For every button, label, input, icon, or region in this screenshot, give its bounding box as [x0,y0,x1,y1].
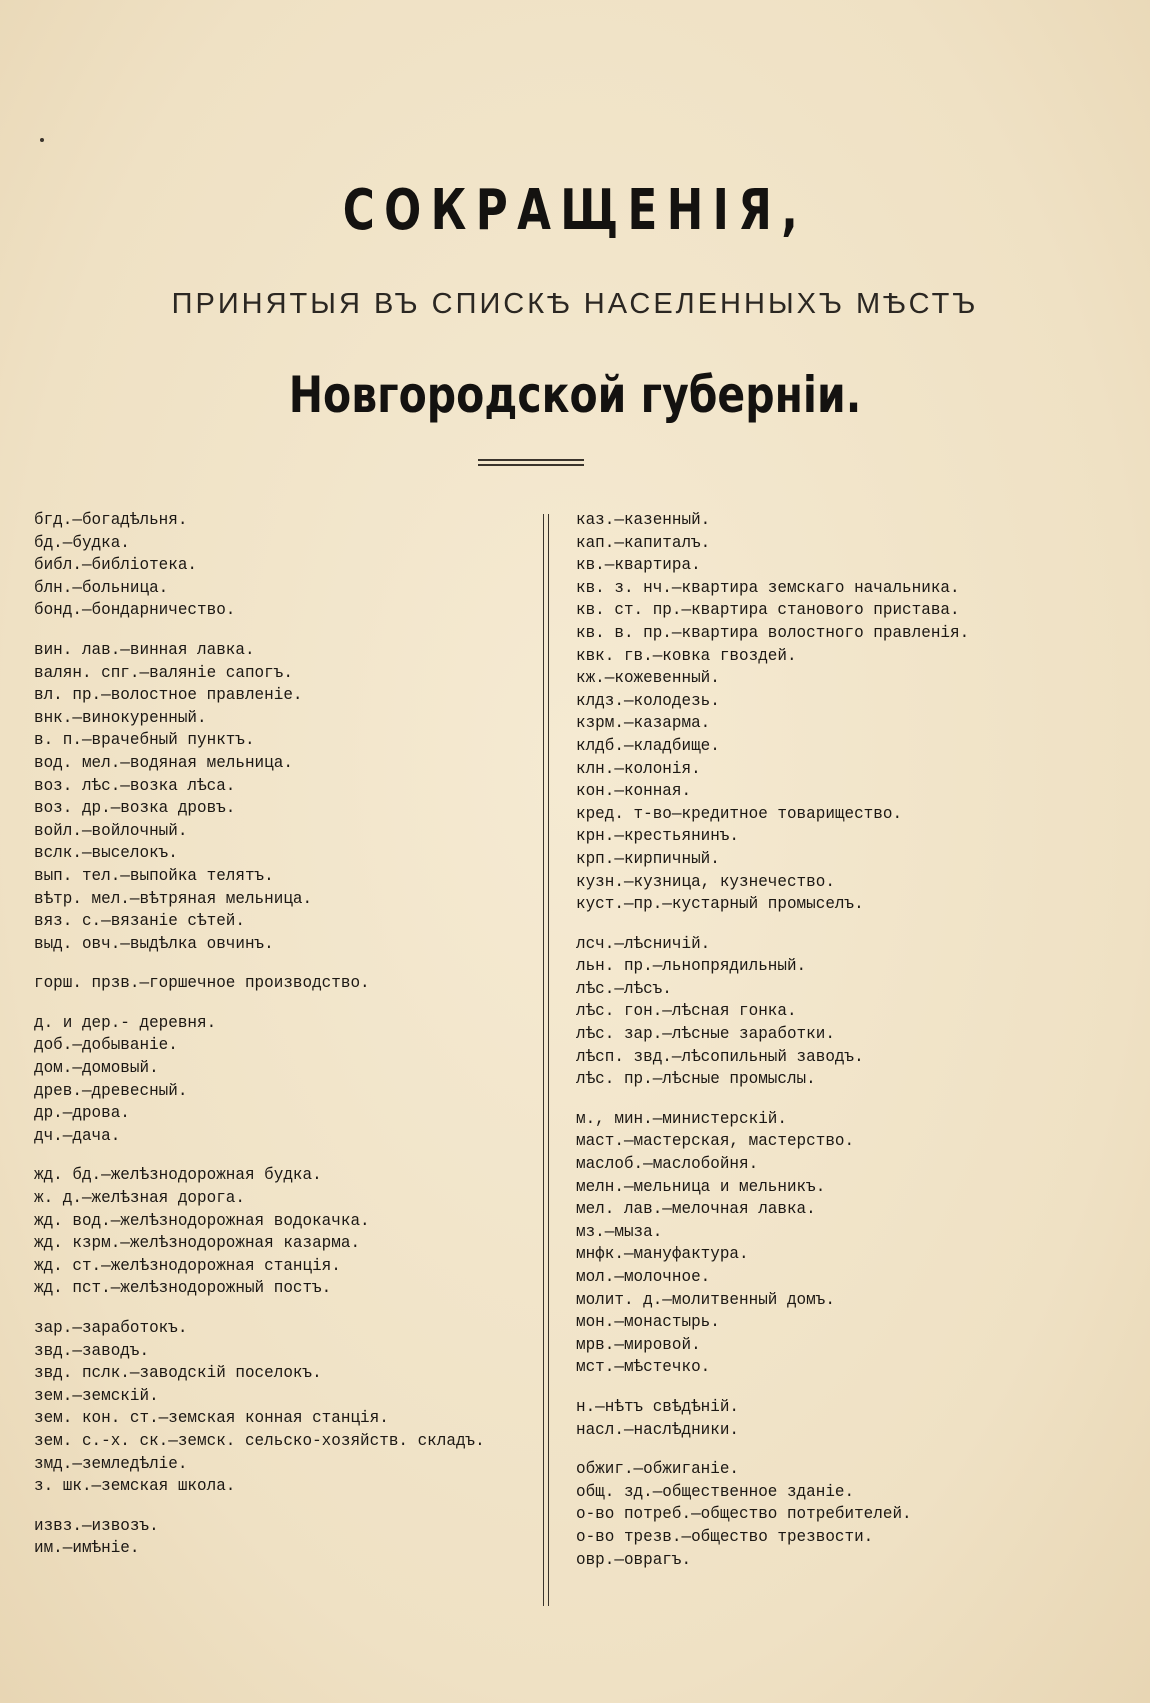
abbreviation-entry: ж. д.—желѣзная дорога. [34,1189,245,1209]
abbreviation-entry: м., мин.—министерскій. [576,1109,787,1129]
abbreviation-entry: кв. з. нч.—квартира земскаго начальника. [576,578,960,598]
abbreviation-entry: о-во потреб.—общество потребителей. [576,1505,912,1525]
abbreviation-group [34,1013,504,1149]
abbreviation-entry: вод. мел.—водяная мельница. [34,753,293,773]
abbreviation-entry: мз.—мыза. [576,1222,663,1242]
abbreviation-entry: зем. кон. ст.—земская конная станція. [34,1409,389,1429]
abbreviation-entry: кон.—конная. [576,782,692,802]
abbreviation-entry: маслоб.—маслобойня. [576,1155,759,1175]
abbreviation-entry: льн. пр.—льнопрядильный. [576,957,807,977]
abbreviation-entry: бд.—будка. [34,533,130,553]
abbreviation-entry: древ.—древесный. [34,1081,188,1101]
abbreviation-group [576,934,1102,1092]
abbreviation-entry: зем.—земскій. [34,1386,159,1406]
abbreviation-entry: насл.—наслѣдники. [576,1420,740,1440]
abbreviation-entry: вин. лав.—винная лавка. [34,640,255,660]
abbreviation-entry: бгд.—богадѣльня. [34,511,188,530]
abbreviation-entry: горш. прзв.—горшечное производство. [34,974,370,994]
abbreviation-entry: кв.—квартира. [576,556,701,576]
abbreviation-entry: кв. ст. пр.—квартира становоrо пристава. [576,601,960,621]
region-heading: Новгородской губерніи. [288,366,862,424]
abbreviation-entry: молит. д.—молитвенный домъ. [576,1290,835,1310]
abbreviation-entry: жд. пст.—желѣзнодорожный постъ. [34,1279,332,1299]
abbreviation-entry: лѣсп. звд.—лѣсопильный заводъ. [576,1047,864,1067]
left-column [34,510,504,1578]
abbreviation-group [576,1109,1102,1380]
abbreviation-entry: зем. с.-х. ск.—земск. сельско-хозяйств. складъ. [34,1431,485,1451]
abbreviation-entry: общ. зд.—общественное зданіе. [576,1482,855,1502]
abbreviation-entry: кж.—кожевенный. [576,669,720,689]
abbreviation-entry: мелн.—мельница и мельникъ. [576,1177,826,1197]
abbreviation-entry: др.—дрова. [34,1104,130,1124]
abbreviation-entry: овр.—оврагъ. [576,1550,692,1570]
abbreviation-entry: звд.—заводъ. [34,1341,150,1361]
abbreviation-entry: блн.—больница. [34,578,169,598]
abbreviation-group [34,510,504,623]
abbreviation-entry: кузн.—кузница, кузнечество. [576,872,835,892]
double-rule-divider [478,459,584,466]
abbreviation-entry: каз.—казенный. [576,511,711,530]
abbreviation-entry: дч.—дача. [34,1126,121,1146]
abbreviation-entry: крн.—крестьянинъ. [576,827,740,847]
abbreviation-entry: жд. бд.—желѣзнодорожная будка. [34,1166,322,1186]
abbreviation-group [34,1516,504,1561]
abbreviation-entry: войл.—войлочный. [34,821,188,841]
abbreviation-entry: лѣс. пр.—лѣсные промыслы. [576,1070,816,1090]
abbreviation-entry: лѣс.—лѣсъ. [576,979,672,999]
column-divider [543,514,549,1606]
abbreviation-entry: мон.—монастырь. [576,1313,720,1333]
abbreviation-entry: мнфк.—мануфактура. [576,1245,749,1265]
abbreviation-entry: кред. т-во—кредитное товарищество. [576,804,903,824]
abbreviation-entry: воз. др.—возка дровъ. [34,799,236,819]
page-title: СОКРАЩЕНІЯ, [342,178,808,243]
abbreviation-group [34,1165,504,1301]
abbreviation-group [34,1318,504,1499]
abbreviation-entry: змд.—земледѣліе. [34,1454,188,1474]
abbreviation-entry: вяз. с.—вязаніе сѣтей. [34,912,245,932]
abbreviation-entry: в. п.—врачебный пунктъ. [34,731,255,751]
abbreviation-entry: лсч.—лѣсничій. [576,934,711,954]
page-subtitle: ПРИНЯТЫЯ ВЪ СПИСКѢ НАСЕЛЕННЫХЪ МѢСТЪ [171,288,979,320]
abbreviation-entry: квк. гв.—ковка гвоздей. [576,646,797,666]
abbreviation-entry: валян. спг.—валяніе сапогъ. [34,663,293,683]
abbreviation-group [576,1397,1102,1442]
abbreviation-entry: лѣс. зар.—лѣсные заработки. [576,1025,835,1045]
abbreviation-entry: клдз.—колодезь. [576,691,720,711]
abbreviation-entry: кзрм.—казарма. [576,714,711,734]
abbreviation-entry: им.—имѣніе. [34,1539,140,1559]
abbreviation-entry: мрв.—мировой. [576,1335,701,1355]
abbreviation-entry: куст.—пр.—кустарный промыселъ. [576,895,864,915]
abbreviation-entry: выд. овч.—выдѣлка овчинъ. [34,934,274,954]
abbreviation-entry: вслк.—выселокъ. [34,844,178,864]
abbreviation-entry: лѣс. гон.—лѣсная гонка. [576,1002,797,1022]
abbreviation-entry: дом.—домовый. [34,1059,159,1079]
abbreviation-entry: мст.—мѣстечко. [576,1358,711,1378]
abbreviation-entry: жд. кзрм.—желѣзнодорожная казарма. [34,1234,361,1254]
abbreviation-entry: жд. ст.—желѣзнодорожная станція. [34,1256,341,1276]
abbreviation-entry: маст.—мастерская, мастерство. [576,1132,855,1152]
abbreviation-entry: крп.—кирпичный. [576,849,720,869]
abbreviation-group [576,1459,1102,1572]
abbreviation-entry: доб.—добываніе. [34,1036,178,1056]
abbreviation-entry: библ.—библіотека. [34,556,198,576]
abbreviation-entry: д. и дер.- деревня. [34,1013,217,1033]
abbreviation-entry: бонд.—бондарничество. [34,601,236,621]
abbreviation-entry: обжиг.—обжиганіе. [576,1460,740,1480]
abbreviation-entry: мол.—молочное. [576,1268,711,1287]
abbreviation-entry: з. шк.—земская школа. [34,1477,236,1497]
abbreviation-entry: вѣтр. мел.—вѣтряная мельница. [34,889,313,909]
ink-speck [40,138,44,142]
abbreviation-entry: клн.—колонія. [576,759,701,779]
abbreviation-entry: о-во трезв.—общество трезвости. [576,1527,874,1547]
right-column [576,510,1102,1589]
abbreviation-entry: мел. лав.—мелочная лавка. [576,1200,816,1220]
abbreviation-entry: зар.—заработокъ. [34,1319,188,1338]
abbreviation-entry: вл. пр.—волостное правленіе. [34,686,303,706]
abbreviation-entry: жд. вод.—желѣзнодорожная водокачка. [34,1211,370,1231]
abbreviation-entry: н.—нѣтъ свѣдѣній. [576,1397,740,1417]
abbreviation-entry: кв. в. пр.—квартира волостного правленія. [576,623,970,643]
abbreviation-entry: вып. тел.—выпойка телятъ. [34,866,274,886]
abbreviation-entry: извз.—извозъ. [34,1516,159,1536]
abbreviation-group [576,510,1102,917]
abbreviation-entry: кап.—капиталъ. [576,533,711,553]
abbreviation-entry: клдб.—кладбище. [576,736,720,756]
abbreviation-entry: звд. пслк.—заводскій поселокъ. [34,1364,322,1384]
abbreviation-entry: внк.—винокуренный. [34,708,207,728]
abbreviation-group [34,973,504,996]
abbreviation-entry: воз. лѣс.—возка лѣса. [34,776,236,796]
abbreviation-group [34,640,504,956]
